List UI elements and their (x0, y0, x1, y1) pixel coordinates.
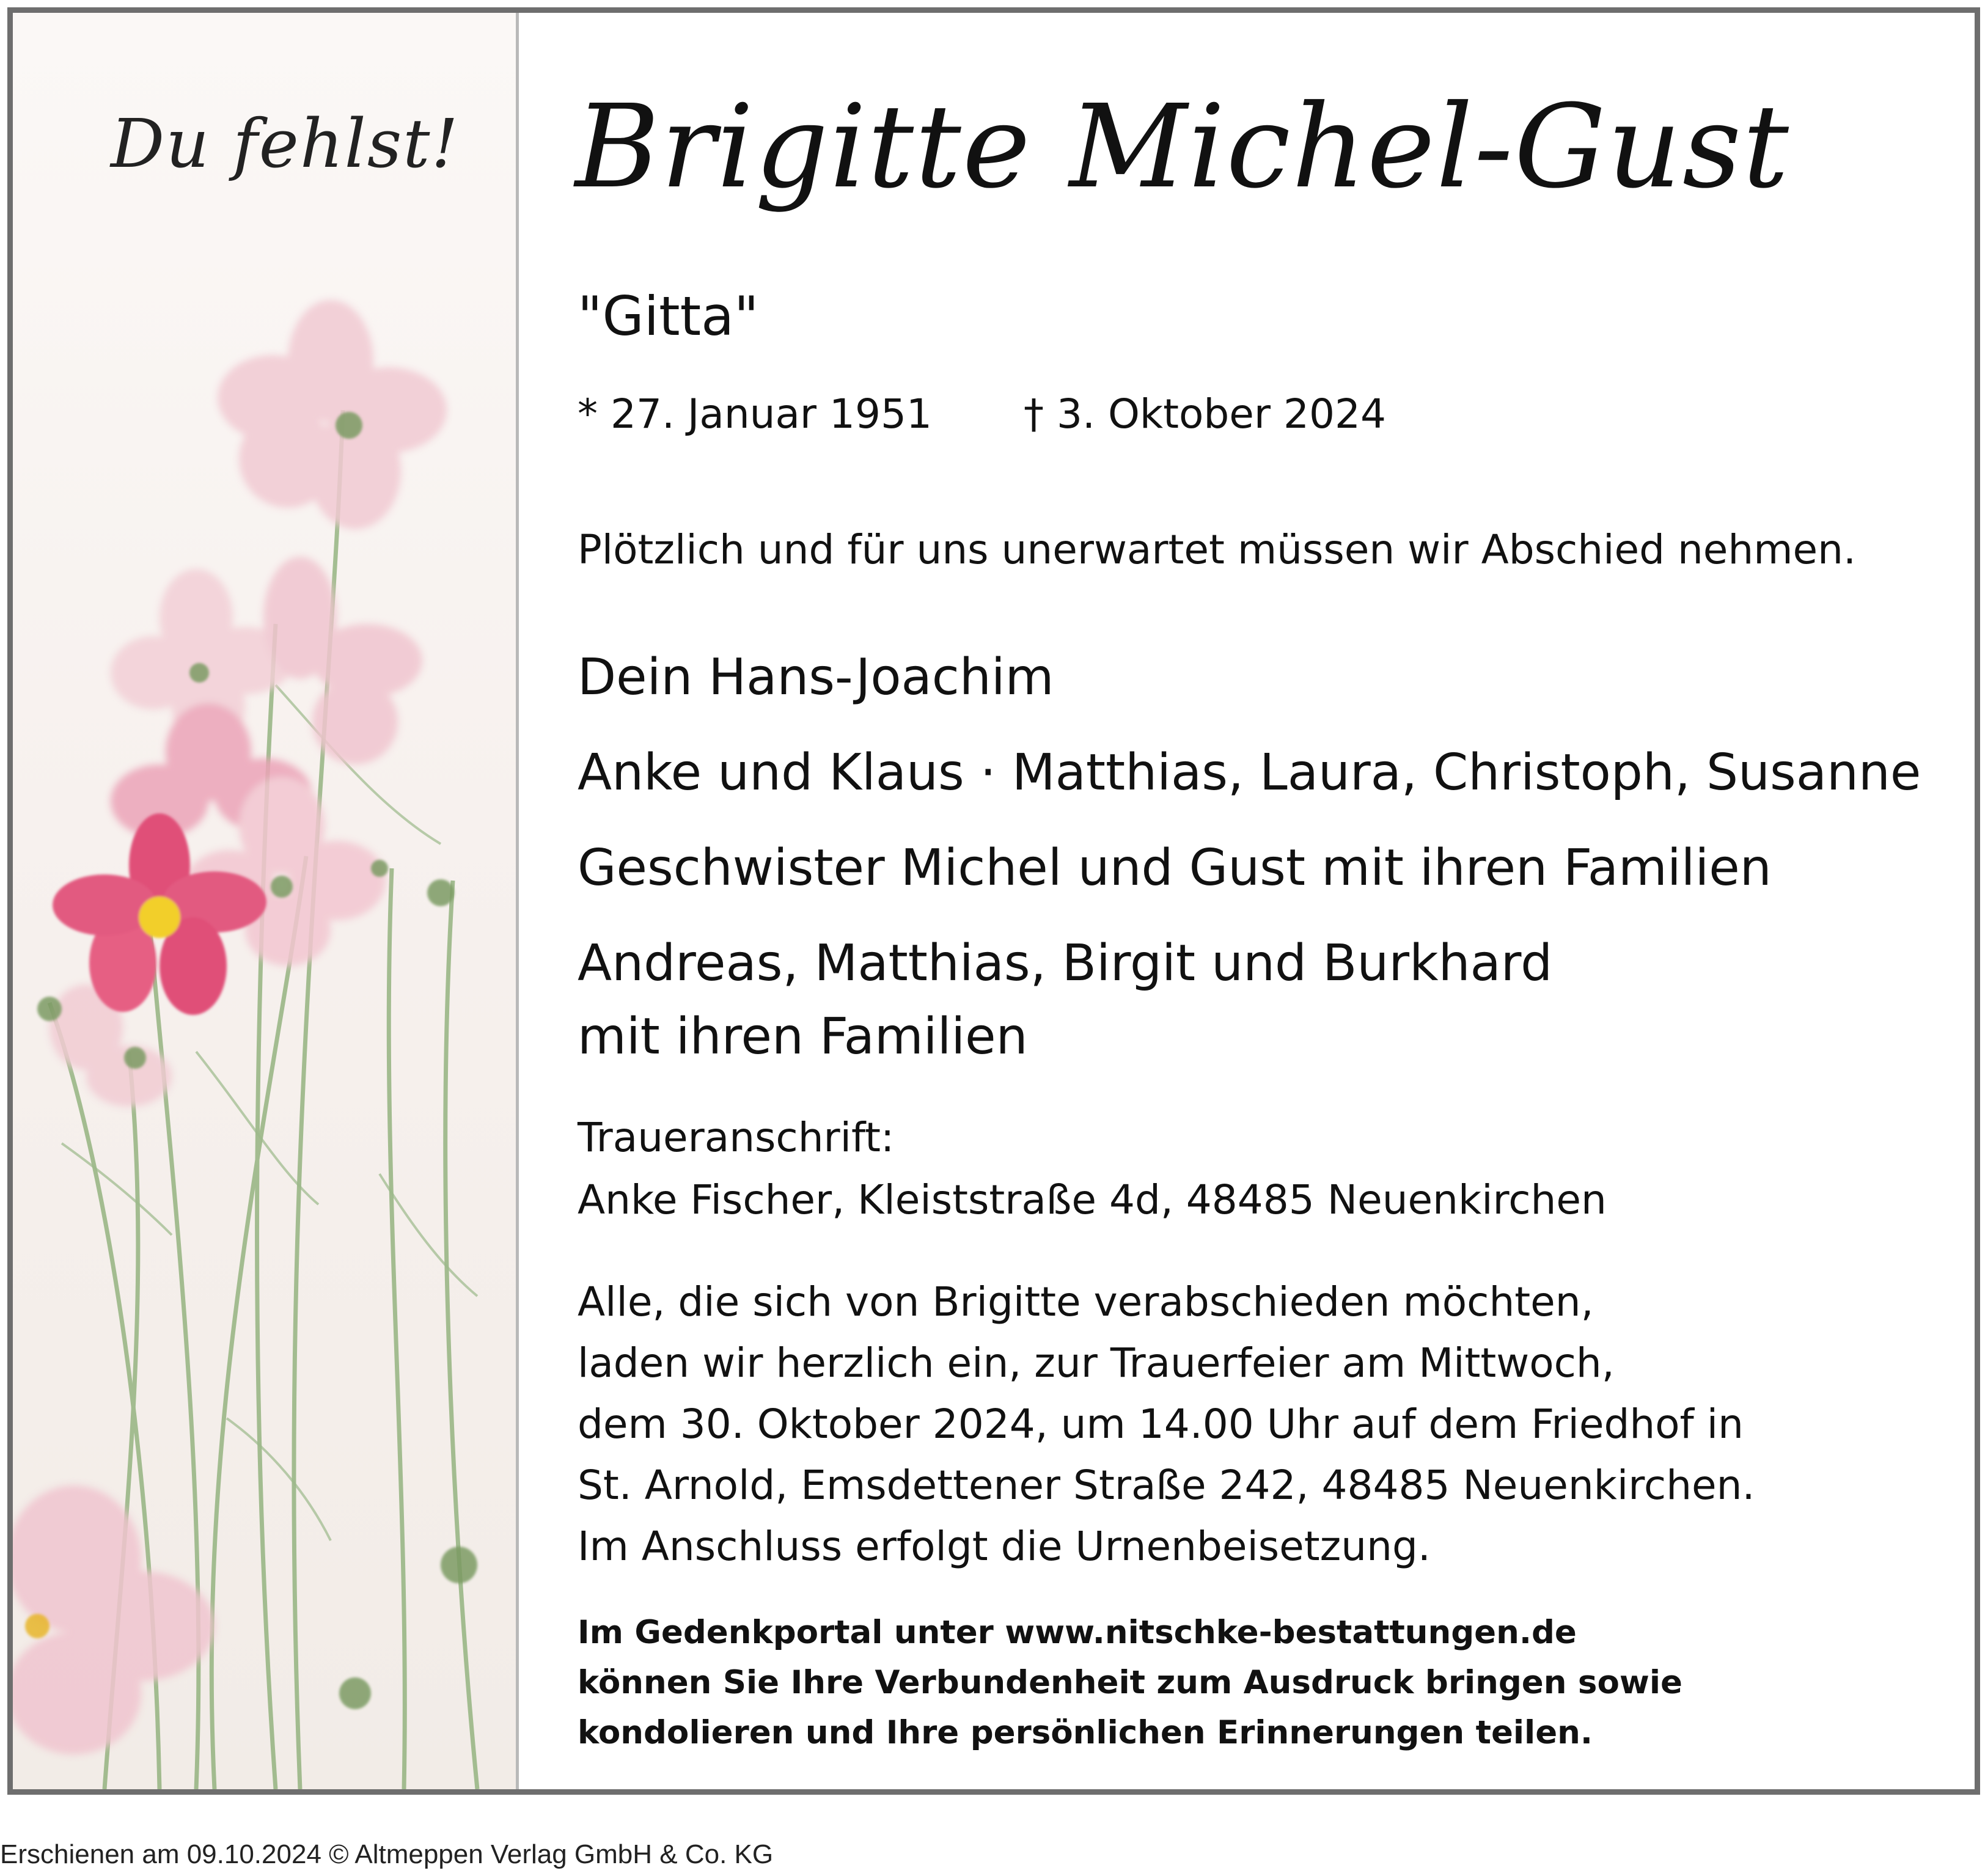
condolence-address (578, 1107, 1607, 1231)
memorial-portal-note (578, 1608, 1682, 1758)
invitation-line: Im Anschluss erfolgt die Urnenbeisetzung. (578, 1523, 1431, 1570)
invitation-line: Alle, die sich von Brigitte verabschieden möchten, (578, 1278, 1594, 1325)
birth-date: * 27. Januar 1951 (578, 390, 933, 438)
mourner-line: Andreas, Matthias, Birgit und Burkhard (578, 934, 1553, 992)
mourner-line: Dein Hans-Joachim (578, 648, 1054, 706)
mourner-line: Anke und Klaus · Matthias, Laura, Christoph, Susanne (578, 744, 1921, 802)
mourner-line: Geschwister Michel und Gust mit ihren Familien (578, 839, 1772, 897)
address-line: Anke Fischer, Kleiststraße 4d, 48485 Neuenkirchen (578, 1176, 1607, 1223)
life-dates (578, 390, 1386, 438)
address-label: Traueranschrift: (578, 1114, 895, 1161)
deceased-name: Brigitte Michel-Gust (575, 80, 1790, 214)
invitation-line: dem 30. Oktober 2024, um 14.00 Uhr auf dem Friedhof in (578, 1401, 1744, 1448)
publication-footer: Erschienen am 09.10.2024 © Altmeppen Verlag GmbH & Co. KG (0, 1839, 774, 1869)
obituary-card (7, 7, 1980, 1795)
portal-line: können Sie Ihre Verbundenheit zum Ausdruck bringen sowie (578, 1664, 1682, 1701)
mourners-list (578, 630, 1921, 1085)
funeral-invitation (578, 1272, 1755, 1577)
tagline: Du fehlst! (111, 104, 460, 183)
invitation-line: St. Arnold, Emsdettener Straße 242, 48485 Neuenkirchen. (578, 1462, 1755, 1509)
flower-photo-panel (13, 13, 516, 1789)
death-date: † 3. Oktober 2024 (1024, 390, 1386, 438)
mourner-line: mit ihren Familien (578, 1008, 1028, 1066)
nickname: "Gitta" (578, 285, 759, 348)
portal-line: kondolieren und Ihre persönlichen Erinnerungen teilen. (578, 1714, 1593, 1751)
portal-line: Im Gedenkportal unter www.nitschke-bestattungen.de (578, 1614, 1577, 1651)
invitation-line: laden wir herzlich ein, zur Trauerfeier am Mittwoch, (578, 1339, 1615, 1387)
lead-sentence: Plötzlich und für uns unerwartet müssen wir Abschied nehmen. (578, 526, 1856, 573)
panel-divider (516, 13, 519, 1789)
cosmos-flowers-illustration (13, 13, 516, 1789)
